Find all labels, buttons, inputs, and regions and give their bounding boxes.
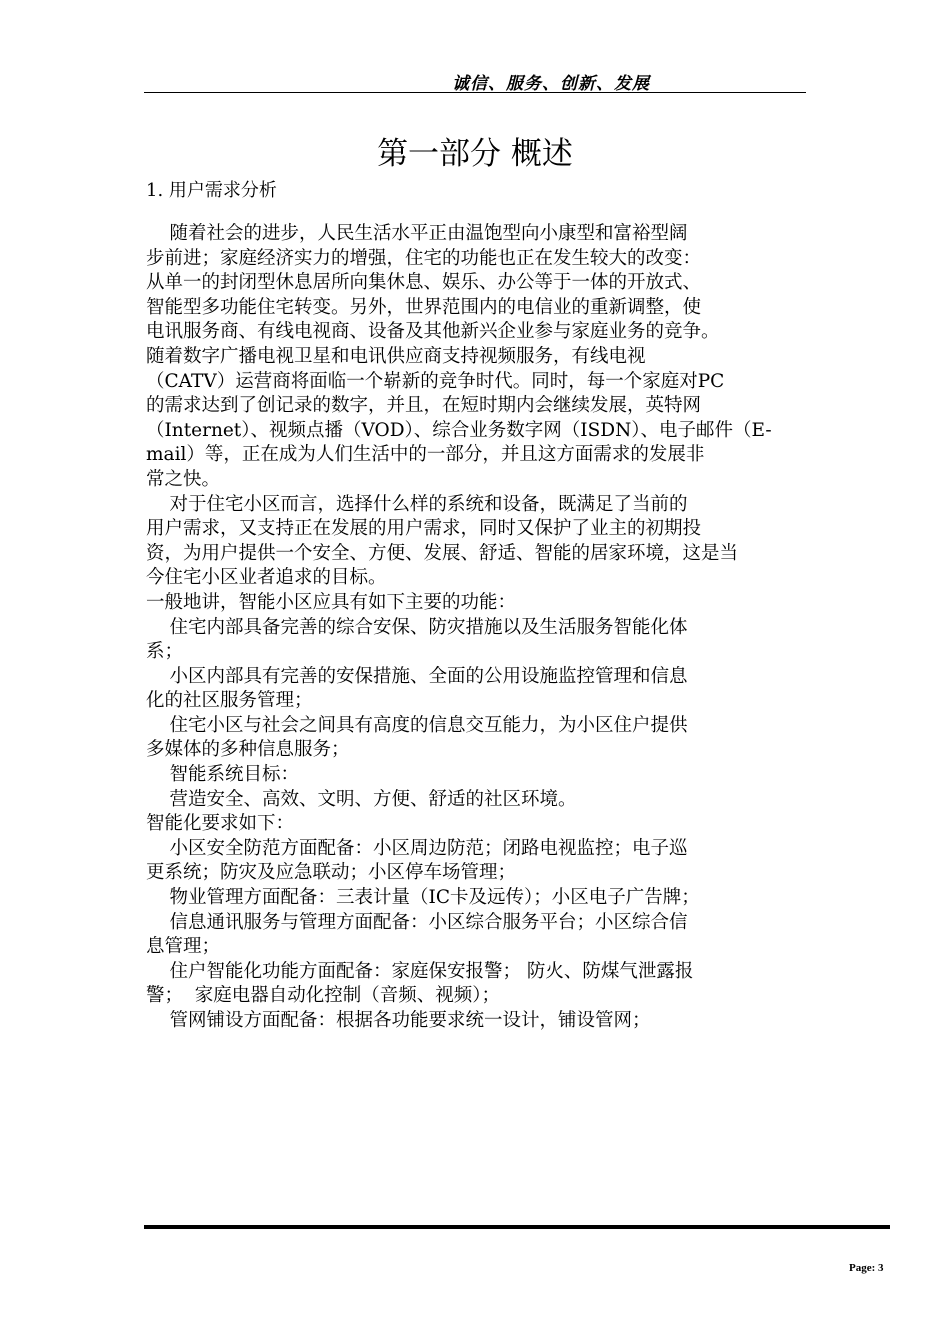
body-line: 物业管理方面配备：三表计量（IC卡及远传）；小区电子广告牌； — [146, 887, 700, 909]
body-line: 小区内部具有完善的安保措施、全面的公用设施监控管理和信息 — [146, 665, 688, 687]
body-line: 化的社区服务管理； — [146, 690, 313, 712]
body-line: 营造安全、高效、文明、方便、舒适的社区环境。 — [146, 788, 577, 810]
body-line: 智能化要求如下： — [146, 813, 295, 835]
body-line: 随着数字广播电视卫星和电讯供应商支持视频服务，有线电视 — [146, 345, 646, 367]
body-line: 智能型多功能住宅转变。另外，世界范围内的电信业的重新调整，使 — [146, 296, 702, 318]
body-line: 息管理； — [146, 936, 221, 958]
body-line: 对于住宅小区而言，选择什么样的系统和设备，既满足了当前的 — [146, 493, 688, 515]
body-line: 住宅小区与社会之间具有高度的信息交互能力，为小区住户提供 — [146, 714, 688, 736]
body-line: 多媒体的多种信息服务； — [146, 739, 350, 761]
header-motto: 诚信、服务、创新、发展 — [452, 74, 650, 94]
body-line: 今住宅小区业者追求的目标。 — [146, 567, 387, 589]
body-line: 从单一的封闭型休息居所向集休息、娱乐、办公等于一体的开放式、 — [146, 272, 702, 294]
body-line: 信息通讯服务与管理方面配备：小区综合服务平台；小区综合信 — [146, 911, 688, 933]
body-line: 步前进；家庭经济实力的增强，住宅的功能也正在发生较大的改变： — [146, 247, 702, 269]
body-line: 系； — [146, 641, 184, 663]
body-line: 随着社会的进步，人民生活水平正由温饱型向小康型和富裕型阔 — [146, 223, 688, 244]
section-heading: 1. 用户需求分析 — [146, 180, 277, 201]
body-line: mail）等，正在成为人们生活中的一部分，并且这方面需求的发展非 — [146, 444, 705, 466]
body-line: 资，为用户提供一个安全、方便、发展、舒适、智能的居家环境，这是当 — [146, 542, 739, 564]
body-line: 的需求达到了创记录的数字，并且，在短时期内会继续发展，英特网 — [146, 395, 702, 417]
body-text — [146, 222, 826, 1034]
body-line: 更系统；防灾及应急联动；小区停车场管理； — [146, 862, 517, 884]
body-line: （CATV）运营商将面临一个崭新的竞争时代。同时，每一个家庭对PC — [146, 370, 725, 392]
body-line: 住宅内部具备完善的综合安保、防灾措施以及生活服务智能化体 — [146, 616, 688, 638]
body-line: 管网铺设方面配备：根据各功能要求统一设计，铺设管网； — [146, 1010, 651, 1031]
body-line: 一般地讲，智能小区应具有如下主要的功能： — [146, 591, 517, 613]
page-number: Page: 3 — [849, 1262, 884, 1274]
body-line: 电讯服务商、有线电视商、设备及其他新兴企业参与家庭业务的竞争。 — [146, 321, 720, 343]
page-title: 第一部分 概述 — [377, 136, 573, 172]
body-line: 住户智能化功能方面配备：家庭保安报警； 防火、防煤气泄露报 — [146, 960, 694, 982]
body-line: 常之快。 — [146, 468, 221, 490]
footer-rule — [144, 1225, 890, 1229]
body-line: 用户需求，又支持正在发展的用户需求，同时又保护了业主的初期投 — [146, 518, 702, 540]
body-line: 智能系统目标： — [146, 764, 300, 786]
body-line: 警； 家庭电器自动化控制（音频、视频）； — [146, 985, 501, 1007]
header-rule — [144, 92, 806, 93]
body-line: （Internet）、视频点播（VOD）、综合业务数字网（ISDN）、电子邮件（E- — [146, 419, 772, 441]
body-line: 小区安全防范方面配备：小区周边防范；闭路电视监控；电子巡 — [146, 837, 688, 859]
